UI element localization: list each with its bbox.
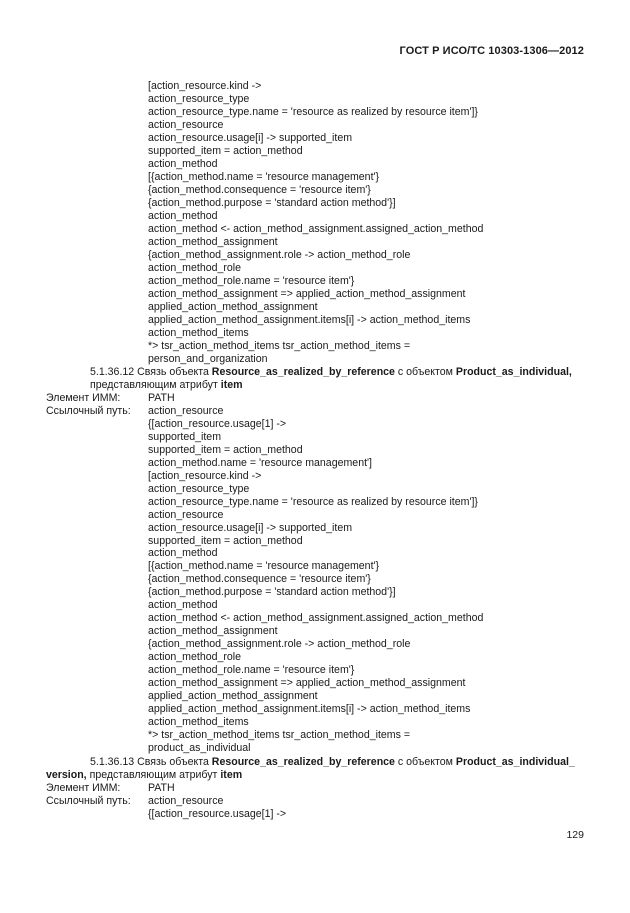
code-line: action_method_assignment: [148, 236, 278, 248]
attribute-name: item: [220, 379, 243, 391]
reference-path-label: Ссылочный путь:: [46, 795, 131, 807]
aim-element-label: Элемент ИММ:: [46, 392, 121, 404]
code-line: action_method_items: [148, 327, 249, 339]
code-line: action_resource_type: [148, 482, 250, 495]
page-number: 129: [566, 829, 584, 841]
code-line: action_method <- action_method_assignment.assigned_action_method: [148, 223, 484, 235]
code-line: action_method: [148, 547, 218, 560]
code-line: action_resource.usage[i] -> supported_item: [148, 521, 353, 534]
entity-name: Product_as_individual_: [455, 756, 575, 768]
code-line: {action_method.purpose = 'standard action method'}]: [148, 197, 396, 209]
code-line: product_as_individual: [148, 741, 251, 754]
code-line: action_method_assignment: [148, 625, 278, 638]
code-line: action_resource_type: [148, 93, 250, 105]
code-line: action_method_role: [148, 651, 242, 664]
document-header: ГОСТ Р ИСО/ТС 10303-1306—2012: [399, 45, 584, 57]
code-line: action_method_assignment => applied_action_method_assignment: [148, 288, 466, 300]
code-line: supported_item = action_method: [148, 443, 303, 456]
code-line: {[action_resource.usage[1] ->: [148, 417, 287, 430]
code-line: *> tsr_action_method_items tsr_action_method_items =: [148, 340, 411, 352]
code-line: action_method_role.name = 'resource item'}: [148, 664, 355, 676]
section-connector: с объектом: [394, 366, 456, 378]
code-line: *> tsr_action_method_items tsr_action_method_items =: [148, 728, 411, 741]
section-suffix: представляющим атрибут: [90, 379, 221, 391]
code-line: action_resource_type.name = 'resource as realized by resource item']}: [148, 495, 478, 508]
code-line: [{action_method.name = 'resource management'}: [148, 560, 380, 573]
entity-name: version,: [46, 769, 87, 781]
attribute-name: item: [220, 769, 243, 781]
code-line: {[action_resource.usage[1] ->: [148, 808, 287, 820]
code-line: person_and_organization: [148, 353, 268, 365]
code-line: supported_item = action_method: [148, 534, 303, 547]
code-line: action_method: [148, 210, 218, 222]
code-line: action_method.name = 'resource management']: [148, 456, 372, 469]
section-heading-5-1-36-12: [46, 366, 630, 392]
code-line: {action_method_assignment.role -> action_method_role: [148, 249, 411, 261]
code-line: action_resource: [148, 405, 224, 417]
code-line: action_method_assignment => applied_action_method_assignment: [148, 676, 466, 689]
code-line: supported_item = action_method: [148, 145, 303, 157]
code-line: action_method: [148, 599, 218, 612]
aim-element-value: PATH: [148, 782, 175, 794]
code-line: [action_resource.kind ->: [148, 469, 262, 482]
aim-element-label: Элемент ИММ:: [46, 782, 121, 794]
section-suffix: представляющим атрибут: [86, 769, 221, 781]
code-line: action_method_role.name = 'resource item'}: [148, 275, 355, 287]
code-line: {action_method.purpose = 'standard action method'}]: [148, 586, 396, 599]
code-line: supported_item: [148, 430, 222, 443]
code-line: {action_method.consequence = 'resource item'}: [148, 573, 371, 586]
code-line: action_method: [148, 158, 218, 170]
reference-path-label: Ссылочный путь:: [46, 405, 131, 417]
section-prefix: 5.1.36.12 Связь объекта: [90, 366, 212, 378]
code-line: applied_action_method_assignment.items[i] -> action_method_items: [148, 702, 471, 715]
code-line: action_resource_type.name = 'resource as realized by resource item']}: [148, 106, 478, 118]
code-line: applied_action_method_assignment: [148, 689, 318, 702]
code-line: action_resource: [148, 119, 224, 131]
code-line: action_method <- action_method_assignment.assigned_action_method: [148, 612, 484, 625]
code-line: {action_method.consequence = 'resource item'}: [148, 184, 371, 196]
section-connector: с объектом: [394, 756, 456, 768]
code-line: action_resource: [148, 795, 224, 807]
code-line: action_resource.usage[i] -> supported_item: [148, 132, 353, 144]
code-line: applied_action_method_assignment.items[i] -> action_method_items: [148, 314, 471, 326]
section-heading-5-1-36-13: [46, 756, 630, 769]
code-line: [action_resource.kind ->: [148, 80, 262, 92]
section-heading-5-1-36-13-cont: [46, 769, 242, 782]
entity-name: Product_as_individual,: [455, 366, 572, 378]
code-line: applied_action_method_assignment: [148, 301, 318, 313]
code-line: action_method_role: [148, 262, 242, 274]
code-line: [{action_method.name = 'resource management'}: [148, 171, 380, 183]
entity-name: Resource_as_realized_by_reference: [211, 366, 395, 378]
aim-element-value: PATH: [148, 392, 175, 404]
entity-name: Resource_as_realized_by_reference: [211, 756, 395, 768]
code-line: action_method_items: [148, 715, 249, 728]
code-line: {action_method_assignment.role -> action_method_role: [148, 638, 411, 651]
code-line: action_resource: [148, 508, 224, 521]
section-prefix: 5.1.36.13 Связь объекта: [90, 756, 212, 768]
